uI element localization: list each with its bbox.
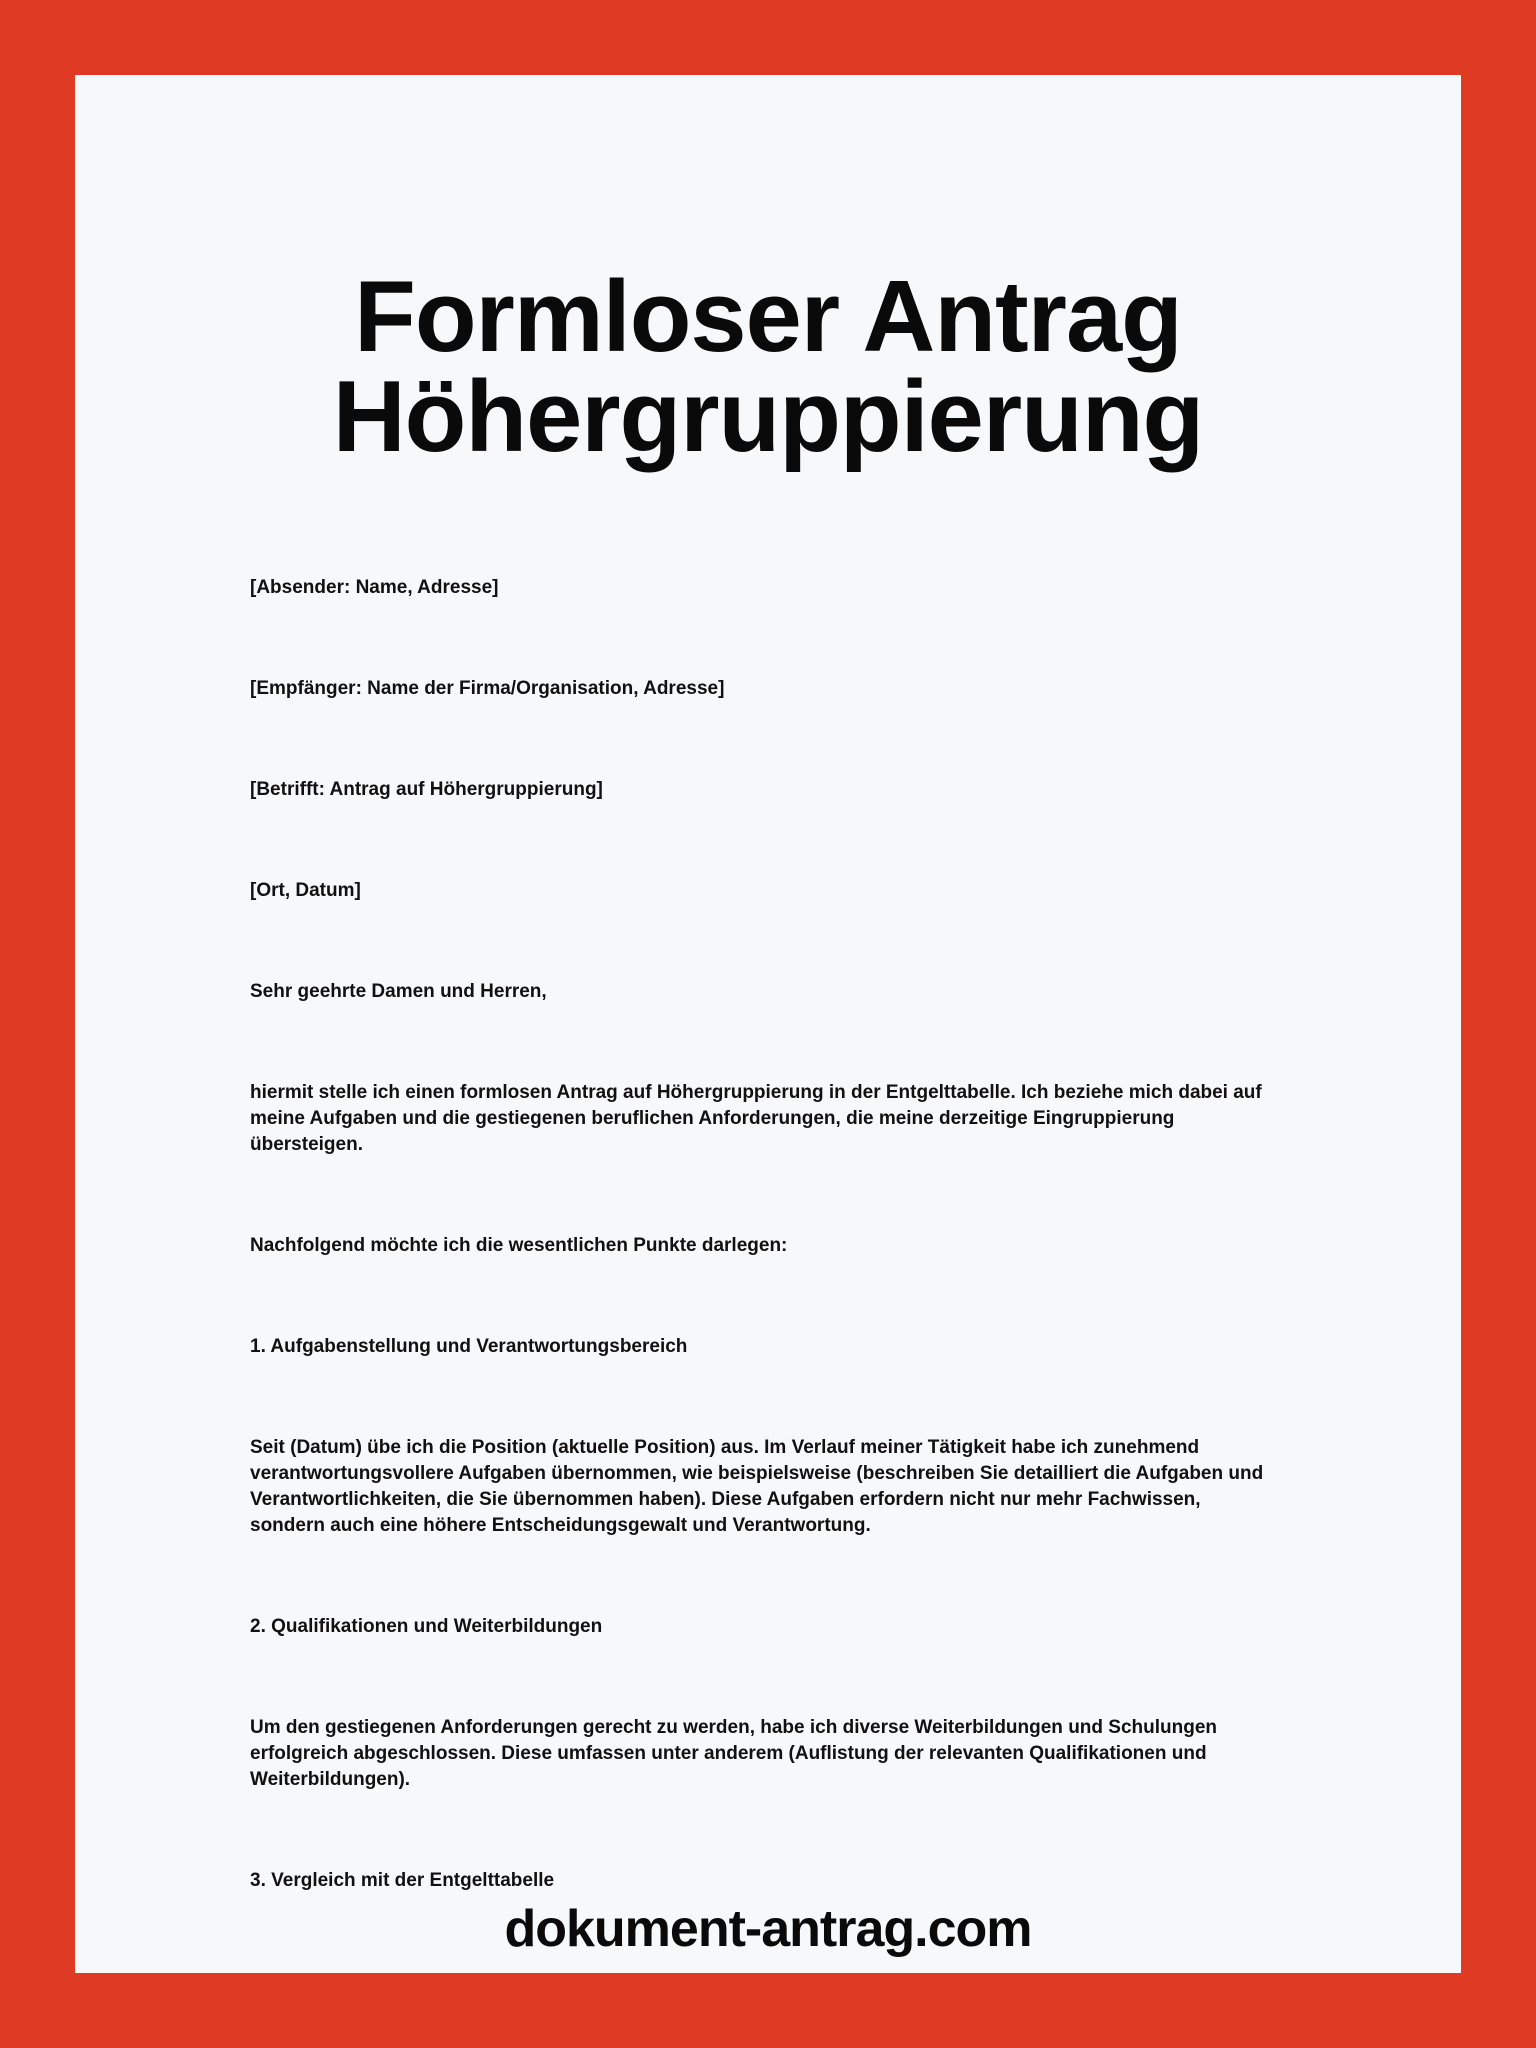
subject-placeholder: [Betrifft: Antrag auf Höhergruppierung]	[250, 778, 603, 800]
document-title-line1: Formloser Antrag	[354, 260, 1182, 373]
section-2-heading: 2. Qualifikationen und Weiterbildungen	[250, 1615, 603, 1637]
section-1-heading: 1. Aufgabenstellung und Verantwortungsbereich	[250, 1335, 688, 1357]
place-date-placeholder: [Ort, Datum]	[250, 879, 361, 901]
section-1-paragraph: Seit (Datum) übe ich die Position (aktuelle Position) aus. Im Verlauf meiner Tätigkeit habe ich zunehmend verantwortungsvollere Aufgaben übernommen, wie beispielsweise (beschreiben Sie detailliert die Aufgaben und Verantwortlichkeiten, die Sie übernommen haben). Diese Aufgaben erfordern nicht nur mehr Fachwissen, sondern auch eine höhere Entscheidungsgewalt und Verantwortung.	[250, 1436, 1264, 1536]
sender-placeholder: [Absender: Name, Adresse]	[250, 576, 499, 598]
document-body	[250, 575, 1280, 1894]
document-title-line2: Höhergruppierung	[332, 360, 1204, 473]
section-3-heading: 3. Vergleich mit der Entgelttabelle	[250, 1869, 555, 1891]
intro-paragraph: hiermit stelle ich einen formlosen Antrag auf Höhergruppierung in der Entgelttabelle. Ich beziehe mich dabei auf meine Aufgaben und die gestiegenen beruflichen Anforderungen, die meine derzeitige Eingruppierung übersteigen.	[250, 1081, 1262, 1155]
document-page	[75, 75, 1461, 1973]
site-footer: dokument-antrag.com	[504, 1900, 1032, 1958]
section-2-paragraph: Um den gestiegenen Anforderungen gerecht zu werden, habe ich diverse Weiterbildungen und Schulungen erfolgreich abgeschlossen. Diese umfassen unter anderem (Auflistung der relevanten Qualifikationen und Weiterbildungen).	[250, 1716, 1218, 1790]
document-title	[75, 143, 1461, 473]
recipient-placeholder: [Empfänger: Name der Firma/Organisation, Adresse]	[250, 677, 725, 699]
salutation: Sehr geehrte Damen und Herren,	[250, 980, 547, 1002]
lead-in-line: Nachfolgend möchte ich die wesentlichen Punkte darlegen:	[250, 1234, 788, 1256]
